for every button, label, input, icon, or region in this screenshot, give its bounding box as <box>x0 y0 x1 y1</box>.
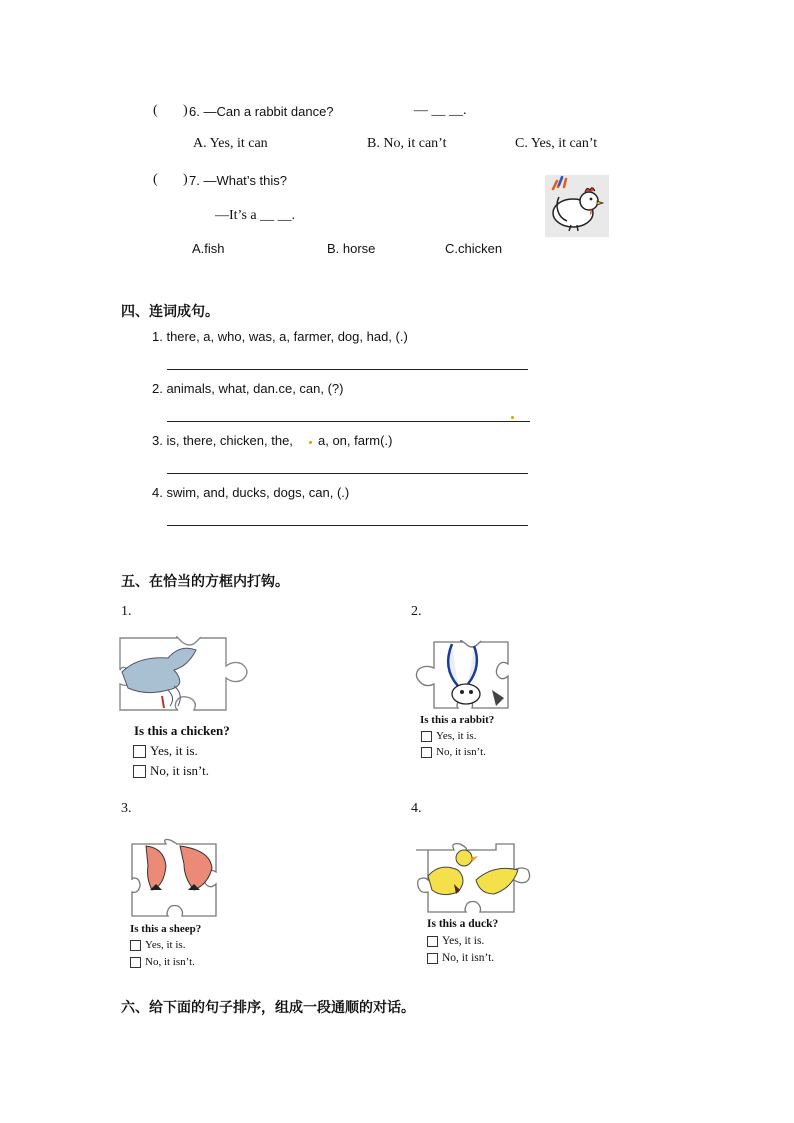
puzzle-3-no-label: No, it isn’t. <box>145 956 195 968</box>
puzzle-3-no-option[interactable] <box>130 956 195 968</box>
puzzle-2-image <box>412 640 512 710</box>
q6-paren-open: ( <box>153 103 158 118</box>
puzzle-1-yes-checkbox[interactable] <box>133 745 146 758</box>
chicken-picture <box>545 175 609 237</box>
puzzle-3-image <box>128 838 222 920</box>
puzzle-4-yes-checkbox[interactable] <box>427 936 438 947</box>
q6-prompt: 6. —Can a rabbit dance? <box>189 104 334 119</box>
q7-reply: —It’s a __ __. <box>215 208 296 223</box>
q6-option-b: B. No, it can’t <box>367 136 447 151</box>
puzzle-1-no-checkbox[interactable] <box>133 765 146 778</box>
stray-dot <box>511 416 514 419</box>
puzzle-2-yes-checkbox[interactable] <box>421 731 432 742</box>
q6-answer-blank[interactable] <box>160 103 182 119</box>
s4-item-1: 1. there, a, who, was, a, farmer, dog, had, (.) <box>152 329 408 344</box>
s4-answer-line-1[interactable] <box>167 369 528 370</box>
puzzle-4-no-option[interactable] <box>427 952 494 964</box>
puzzle-2-no-option[interactable] <box>421 746 486 758</box>
stray-dot <box>309 441 312 444</box>
puzzle-1-question: Is this a chicken? <box>134 723 230 738</box>
puzzle-1-no-option[interactable] <box>133 763 209 779</box>
puzzle-1-no-label: No, it isn’t. <box>150 763 209 778</box>
puzzle-1-yes-option[interactable] <box>133 743 198 759</box>
q6-option-c: C. Yes, it can’t <box>515 136 598 151</box>
puzzle-2-no-checkbox[interactable] <box>421 747 432 758</box>
puzzle-2-no-label: No, it isn’t. <box>436 746 486 758</box>
puzzle-4-image <box>414 840 532 916</box>
puzzle-1-image <box>118 636 256 712</box>
s4-answer-line-2[interactable] <box>167 421 530 422</box>
puzzle-2-number: 2. <box>411 604 422 619</box>
section5-heading: 五、在恰当的方框内打钩。 <box>121 574 289 590</box>
puzzle-4-question: Is this a duck? <box>427 918 499 930</box>
puzzle-3-no-checkbox[interactable] <box>130 957 141 968</box>
q7-answer-blank[interactable] <box>160 172 182 188</box>
puzzle-1-yes-label: Yes, it is. <box>150 743 198 758</box>
puzzle-2-yes-label: Yes, it is. <box>436 730 477 742</box>
s4-item-2: 2. animals, what, dan.ce, can, (?) <box>152 381 344 396</box>
s4-item-3a: 3. is, there, chicken, the, <box>152 433 293 448</box>
s4-item-3b: a, on, farm(.) <box>318 433 393 448</box>
s4-item-4: 4. swim, and, ducks, dogs, can, (.) <box>152 485 350 500</box>
puzzle-3-number: 3. <box>121 801 132 816</box>
puzzle-4-no-label: No, it isn’t. <box>442 952 495 964</box>
q7-paren-close: ) <box>183 172 188 187</box>
puzzle-2-question: Is this a rabbit? <box>420 714 495 726</box>
s4-answer-line-3[interactable] <box>167 473 528 474</box>
puzzle-1-number: 1. <box>121 604 132 619</box>
q7-prompt: 7. —What’s this? <box>189 173 288 188</box>
q6-paren-close: ) <box>183 103 188 118</box>
puzzle-4-number: 4. <box>411 801 422 816</box>
q7-option-c: C.chicken <box>445 241 503 256</box>
q6-option-a: A. Yes, it can <box>193 136 268 151</box>
puzzle-3-yes-checkbox[interactable] <box>130 940 141 951</box>
q7-option-a: A.fish <box>192 241 225 256</box>
q6-response-blank: — __ __. <box>414 103 467 118</box>
puzzle-3-question: Is this a sheep? <box>130 923 202 935</box>
puzzle-4-yes-option[interactable] <box>427 935 484 947</box>
puzzle-3-yes-label: Yes, it is. <box>145 939 186 951</box>
s4-answer-line-4[interactable] <box>167 525 528 526</box>
section4-heading: 四、连词成句。 <box>121 304 219 320</box>
puzzle-4-yes-label: Yes, it is. <box>442 935 485 947</box>
section6-heading: 六、给下面的句子排序，组成一段通顺的对话。 <box>121 1000 415 1016</box>
q7-paren-open: ( <box>153 172 158 187</box>
puzzle-3-yes-option[interactable] <box>130 939 185 951</box>
puzzle-4-no-checkbox[interactable] <box>427 953 438 964</box>
q7-option-b: B. horse <box>327 241 376 256</box>
puzzle-2-yes-option[interactable] <box>421 730 476 742</box>
